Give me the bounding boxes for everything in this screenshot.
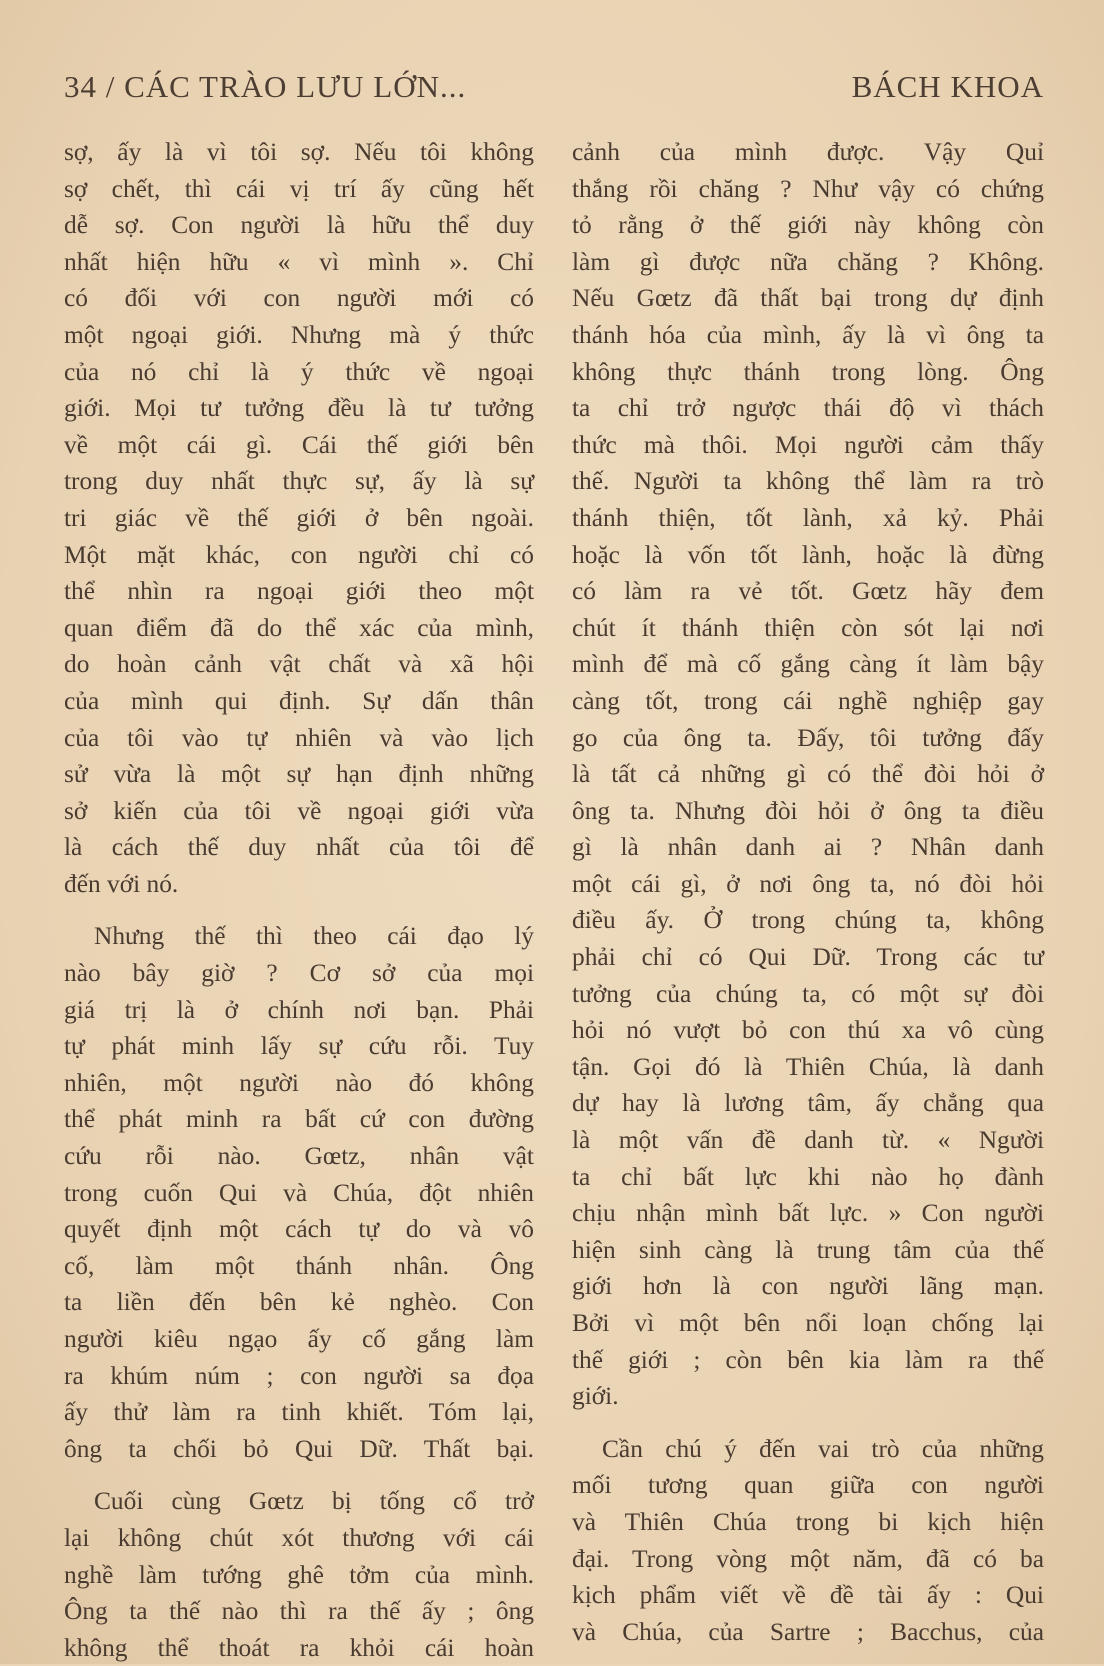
paragraph-gap (572, 1415, 1044, 1431)
text-line: là tất cả những gì có thể đòi hỏi ở (572, 760, 1044, 789)
text-line: phải chỉ có Qui Dữ. Trong các tư (572, 943, 1044, 972)
text-line: tận. Gọi đó là Thiên Chúa, là danh (572, 1052, 1044, 1081)
text-line: trong duy nhất thực sự, ấy là sự (64, 467, 534, 496)
text-line: thắng rồi chăng ? Như vậy có chứng (572, 174, 1044, 203)
text-line: Cần chú ý đến vai trò của những (602, 1434, 1044, 1463)
text-line: chút ít thánh thiện còn sót lại nơi (572, 613, 1044, 642)
text-line: ra khúm núm ; con người sa đọa (64, 1361, 534, 1390)
text-line: giới. (572, 1382, 619, 1411)
text-line: ông ta. Nhưng đòi hỏi ở ông ta điều (572, 796, 1044, 825)
text-line: không thể thoát ra khỏi cái hoàn (64, 1633, 534, 1662)
running-title: 34 / CÁC TRÀO LƯU LỚN... (64, 69, 467, 104)
text-line: dự hay là lương tâm, ấy chẳng qua (572, 1089, 1044, 1118)
text-line: thể phát minh ra bất cứ con đường (64, 1105, 534, 1134)
paragraph-gap (64, 902, 534, 918)
text-line: và Thiên Chúa trong bi kịch hiện (572, 1507, 1044, 1536)
paragraph (64, 918, 534, 1467)
text-line: ấy thử làm ra tinh khiết. Tóm lại, (64, 1398, 534, 1427)
text-line: ta liền đến bên kẻ nghèo. Con (64, 1288, 534, 1317)
right-column (572, 134, 1044, 1650)
text-line: giới. Mọi tư tưởng đều là tư tưởng (64, 394, 534, 423)
text-line: một cái gì, ở nơi ông ta, nó đòi hỏi (572, 869, 1044, 898)
text-line: đại. Trong vòng một năm, đã có ba (572, 1544, 1044, 1573)
text-line: quan điểm đã do thể xác của mình, (64, 613, 534, 642)
text-line: của nó chỉ là ý thức về ngoại (64, 357, 534, 386)
text-line: go của ông ta. Đấy, tôi tưởng đấy (572, 723, 1044, 752)
text-line: người kiêu ngạo ấy cố gắng làm (64, 1325, 534, 1353)
text-line: ông ta chối bỏ Qui Dữ. Thất bại. (64, 1434, 534, 1463)
journal-name: BÁCH KHOA (851, 69, 1044, 104)
text-line: lại không chút xót thương với cái (64, 1523, 534, 1552)
text-line: là cách thế duy nhất của tôi để (64, 833, 534, 862)
text-line: về một cái gì. Cái thế giới bên (64, 430, 534, 459)
paragraph (64, 134, 534, 902)
text-line: nào bây giờ ? Cơ sở của mọi (64, 959, 534, 988)
text-line: hỏi nó vượt bỏ con thú xa vô cùng (572, 1016, 1044, 1045)
text-line: kịch phẩm viết về đề tài ấy : Qui (572, 1581, 1044, 1610)
text-line: thức mà thôi. Mọi người cảm thấy (572, 430, 1044, 459)
text-line: do hoàn cảnh vật chất và xã hội (64, 650, 534, 679)
text-line: nhất hiện hữu « vì mình ». Chỉ (64, 247, 534, 276)
text-line: thế. Người ta không thể làm ra trò (572, 467, 1044, 496)
text-line: không thực thánh trong lòng. Ông (572, 357, 1044, 386)
text-line: nhiên, một người nào đó không (64, 1068, 534, 1097)
paragraph (572, 1431, 1044, 1651)
text-line: tỏ rằng ở thế giới này không còn (572, 211, 1044, 240)
text-line: tự phát minh lấy sự cứu rỗi. Tuy (64, 1032, 534, 1061)
text-line: cứu rỗi nào. Gœtz, nhân vật (64, 1142, 534, 1171)
text-line: Ông ta thế nào thì ra thế ấy ; ông (64, 1597, 534, 1626)
text-line: thánh thiện, tốt lành, xả kỷ. Phải (572, 503, 1044, 532)
text-line: của tôi vào tự nhiên và vào lịch (64, 723, 534, 752)
text-line: của mình qui định. Sự dấn thân (64, 686, 534, 715)
text-line: cảnh của mình được. Vậy Quỉ (572, 138, 1044, 166)
text-line: dễ sợ. Con người là hữu thể duy (64, 211, 534, 240)
text-line: Nếu Gœtz đã thất bại trong dự định (572, 284, 1044, 313)
text-line: hiện sinh càng là trung tâm của thế (572, 1235, 1044, 1264)
text-line: ta chỉ trở ngược thái độ vì thách (572, 394, 1044, 423)
text-line: sợ chết, thì cái vị trí ấy cũng hết (64, 174, 534, 203)
text-line: Bởi vì một bên nổi loạn chống lại (572, 1309, 1044, 1337)
paragraph (64, 1483, 534, 1666)
text-line: làm gì được nữa chăng ? Không. (572, 247, 1044, 276)
text-line: sử vừa là một sự hạn định những (64, 760, 534, 789)
text-line: thể nhìn ra ngoại giới theo một (64, 577, 534, 606)
text-line: hoặc là vốn tốt lành, hoặc là đừng (572, 540, 1044, 569)
text-line: gì là nhân danh ai ? Nhân danh (572, 833, 1044, 862)
paragraph (572, 134, 1044, 1415)
text-line: nghề làm tướng ghê tởm của mình. (64, 1560, 534, 1589)
text-line: cố, làm một thánh nhân. Ông (64, 1251, 534, 1280)
text-line: là một vấn đề danh từ. « Người (572, 1126, 1044, 1155)
page-header (64, 62, 1044, 112)
text-line: ta chỉ bất lực khi nào họ đành (572, 1162, 1044, 1191)
text-line: tưởng của chúng ta, có một sự đòi (572, 979, 1044, 1008)
text-line: Nhưng thế thì theo cái đạo lý (94, 922, 534, 951)
text-line: giới hơn là con người lãng mạn. (572, 1272, 1044, 1301)
text-line: đến với nó. (64, 869, 179, 898)
paragraph-gap (64, 1467, 534, 1483)
text-line: và Chúa, của Sartre ; Bacchus, của (572, 1617, 1044, 1646)
text-line: mình để mà cố gắng càng ít làm bậy (572, 650, 1044, 679)
text-line: quyết định một cách tự do và vô (64, 1215, 534, 1244)
text-line: càng tốt, trong cái nghề nghiệp gay (572, 686, 1044, 715)
text-line: Một mặt khác, con người chỉ có (64, 540, 534, 569)
text-line: một ngoại giới. Nhưng mà ý thức (64, 320, 534, 349)
text-line: có làm ra vẻ tốt. Gœtz hãy đem (572, 577, 1044, 606)
text-line: giá trị là ở chính nơi bạn. Phải (64, 995, 534, 1024)
text-line: trong cuốn Qui và Chúa, đột nhiên (64, 1178, 534, 1207)
text-line: có đối với con người mới có (64, 284, 534, 313)
text-line: chịu nhận mình bất lực. » Con người (572, 1199, 1044, 1228)
text-line: thánh hóa của mình, ấy là vì ông ta (572, 320, 1044, 349)
text-line: điều ấy. Ở trong chúng ta, không (572, 906, 1044, 935)
text-line: Cuối cùng Gœtz bị tống cổ trở (94, 1487, 534, 1516)
left-column (64, 134, 534, 1666)
text-line: tri giác về thế giới ở bên ngoài. (64, 503, 534, 532)
text-line: sợ, ấy là vì tôi sợ. Nếu tôi không (64, 138, 534, 166)
text-line: sở kiến của tôi về ngoại giới vừa (64, 796, 534, 825)
text-line: mối tương quan giữa con người (572, 1471, 1044, 1500)
text-line: thế giới ; còn bên kia làm ra thế (572, 1345, 1044, 1374)
